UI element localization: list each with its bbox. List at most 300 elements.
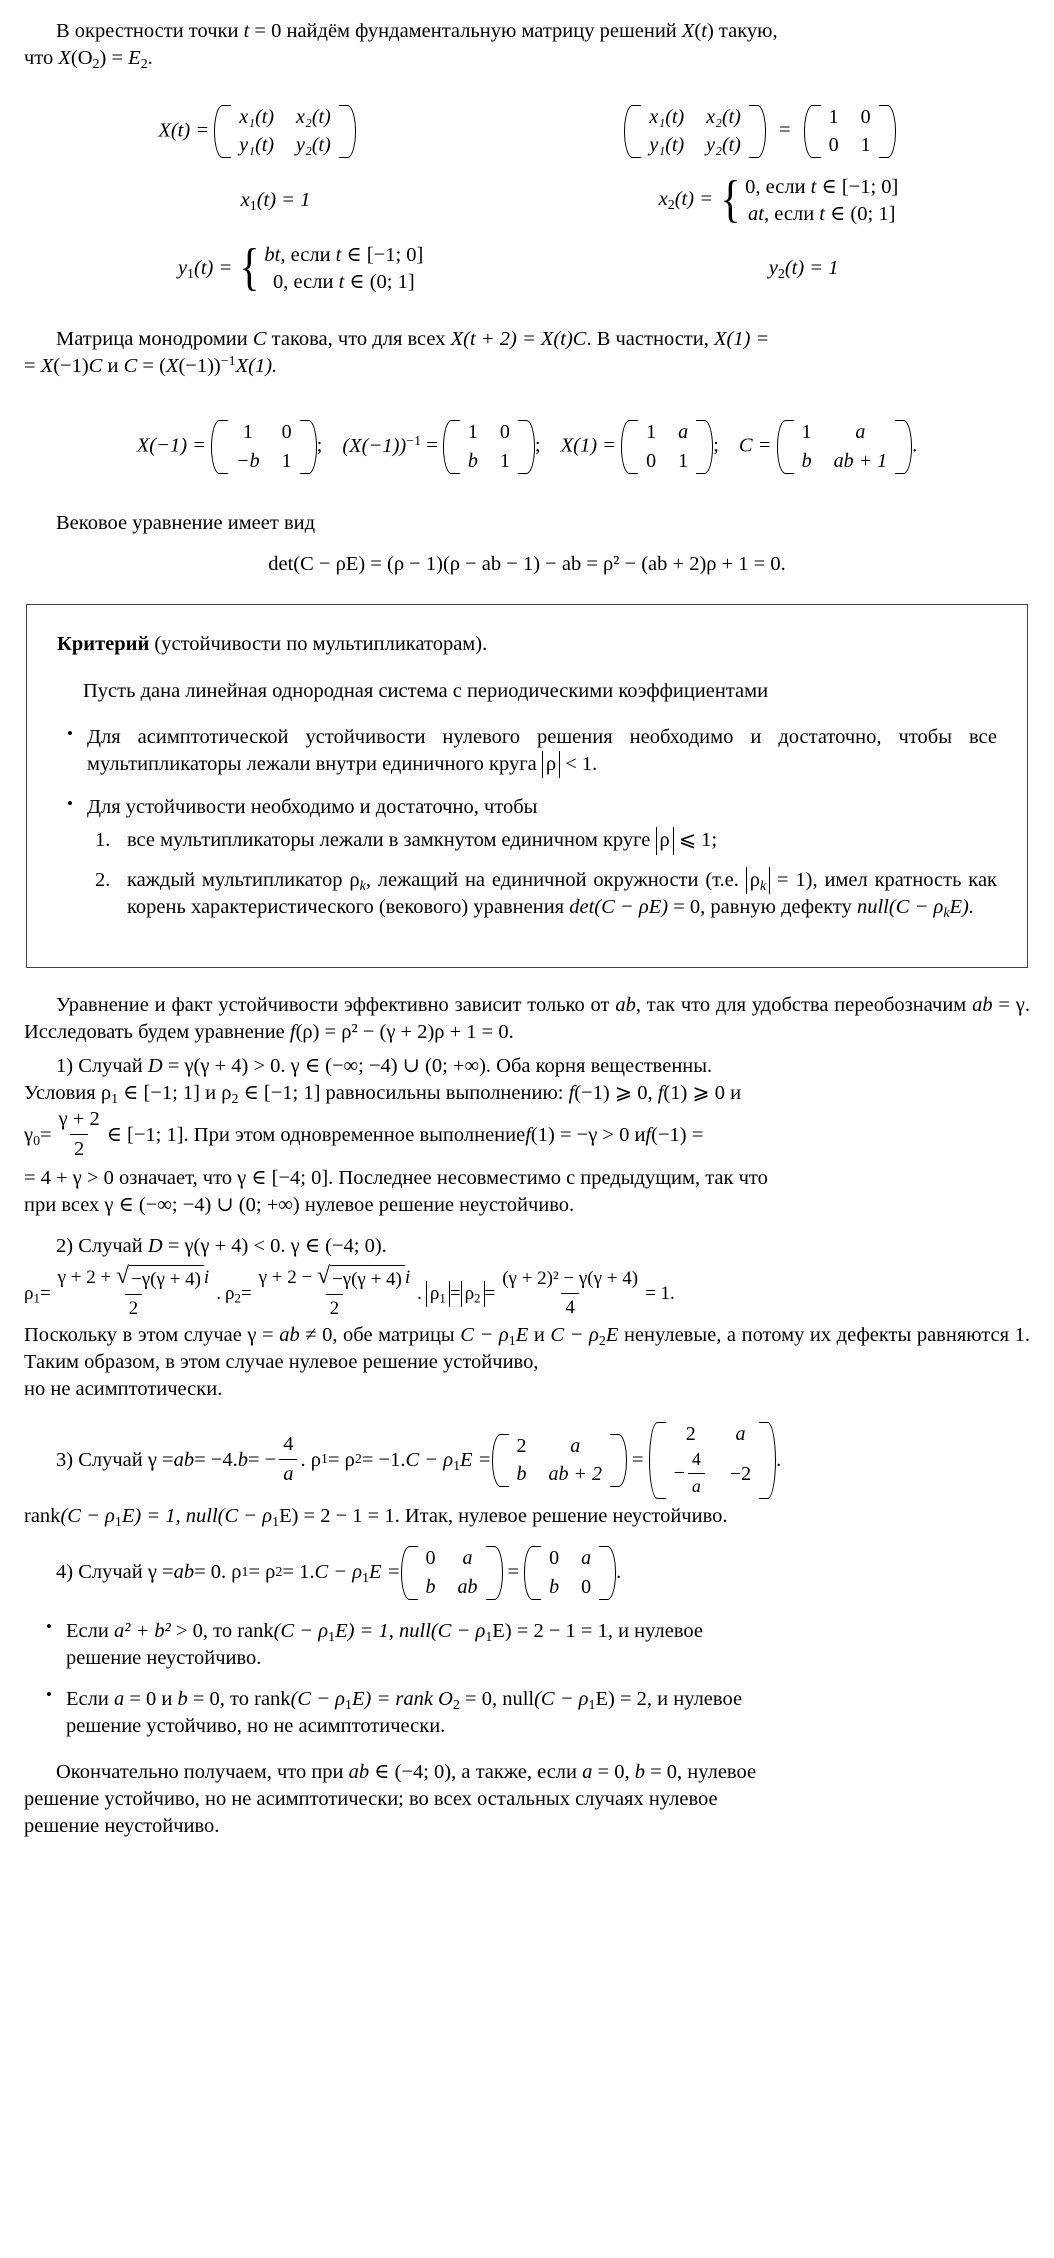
cell: 2 xyxy=(685,1422,696,1445)
sqrt-expression xyxy=(116,1265,204,1292)
case1-f2-tail: (1) ⩾ 0 и xyxy=(663,1081,742,1104)
monodromy-line2-a: = xyxy=(24,355,41,378)
case1-b-mid: ∈ [−1; 1] и ρ xyxy=(118,1081,232,1104)
monodromy-tail: X(1). xyxy=(235,355,278,378)
paren-left xyxy=(492,1432,503,1489)
rho-sub: 1 xyxy=(114,1514,122,1530)
intro-E-sub: 2 xyxy=(140,57,148,73)
case3-c-tail: = −1. xyxy=(361,1448,406,1471)
matrix-C-rho2-E xyxy=(550,1323,619,1349)
case2-p-a: Поскольку в этом случае γ = xyxy=(24,1323,280,1346)
b-fraction xyxy=(279,1431,297,1489)
matrix-identity xyxy=(804,103,896,160)
bullet2-text: Для устойчивости необходимо и достаточно, чтобы xyxy=(87,796,538,819)
bullet-b-mid: = 0, то rank xyxy=(187,1688,291,1710)
det-expression: det(C − ρE) xyxy=(569,895,669,918)
matrix-row xyxy=(228,103,341,132)
matrix-X-inverse xyxy=(443,418,535,475)
X-inverse-exponent: −1 xyxy=(406,433,422,449)
monodromy-text-a: Матрица монодромии xyxy=(56,327,253,350)
x2-sub: 2 xyxy=(667,198,675,214)
x2-case1-interval: ∈ [−1; 0] xyxy=(816,175,899,198)
x2-tail: (t) = xyxy=(674,188,714,211)
matrix-X-minus-1 xyxy=(211,418,317,475)
equals: = xyxy=(484,1283,496,1305)
monodromy-C: C xyxy=(252,327,267,350)
case-2-line-3: но не асимптотически. xyxy=(24,1378,223,1401)
rho-k xyxy=(349,868,366,894)
fraction-denominator: 2 xyxy=(125,1294,143,1321)
matrix-row xyxy=(663,1420,763,1449)
cell-y1: y₁(t) xyxy=(649,134,685,157)
bullet-b-line-2: решение устойчиво, но не асимптотически. xyxy=(66,1715,446,1738)
rank-word: rank xyxy=(24,1505,61,1528)
fraction-denominator: 4 xyxy=(561,1293,579,1320)
cell: ab xyxy=(457,1575,478,1598)
criterion-box xyxy=(26,604,1028,968)
paren-left xyxy=(624,103,635,160)
matrix-C-group xyxy=(739,418,917,475)
paren-right xyxy=(901,418,912,475)
paren-left xyxy=(777,418,788,475)
radicand-text: −γ(γ + 4) xyxy=(331,1269,402,1291)
case4-bullet-list xyxy=(24,1618,1030,1741)
f-symbol: f xyxy=(289,1021,296,1044)
fundamental-matrix-right xyxy=(624,103,895,160)
imaginary-unit: i xyxy=(203,1267,210,1289)
case-2-line-2 xyxy=(24,1322,1030,1377)
x2-cases xyxy=(718,171,899,229)
separator: ; xyxy=(713,434,719,457)
monodromy-eq3: = xyxy=(137,355,160,378)
case-4-line-1: 4) Случай γ = ab = 0. ρ 1 = ρ 2 = 1. $C - \rho_1E$ = 0 a b ab = 0 a b 0 . xyxy=(24,1544,1030,1601)
num2-text-a: каждый мультипликатор xyxy=(127,868,350,891)
conclusion-d: = 0, нулевое xyxy=(644,1760,757,1783)
paren-right xyxy=(306,418,317,475)
y-components-row xyxy=(24,239,1030,297)
analysis-intro-line xyxy=(24,992,1030,1047)
equals: = xyxy=(39,1283,51,1305)
matrix-X-1-group xyxy=(561,418,719,475)
conclusion-line-1 xyxy=(24,1759,1030,1786)
monodromy-text-b: такова, что для всех xyxy=(266,327,451,350)
intro-line1-a: В окрестности точки xyxy=(56,20,244,42)
O-sub: 2 xyxy=(452,1697,460,1713)
rho2-fraction xyxy=(255,1265,415,1321)
bullet-b-m1tt: = 0, null xyxy=(459,1688,535,1710)
cell: 1 xyxy=(467,421,478,444)
c-minus-rho: C − ρ xyxy=(314,1561,363,1584)
cell: a xyxy=(570,1434,581,1457)
rho-2 xyxy=(225,1281,241,1306)
cell: 0 xyxy=(425,1547,436,1570)
num2-text-b: , лежащий на единичной окружности (т.е. xyxy=(365,868,746,891)
paren-left xyxy=(804,103,815,160)
case1-head: 1) Случай xyxy=(56,1054,148,1077)
matrix-X-of-t xyxy=(214,103,355,160)
cell: 1 xyxy=(499,449,510,472)
matrix-row xyxy=(818,103,882,132)
case3-head: 3) Случай γ = xyxy=(56,1448,174,1471)
E-equals: E = xyxy=(460,1448,492,1471)
rho-sub: 1 xyxy=(362,1571,370,1587)
imaginary-unit: i xyxy=(404,1267,411,1289)
num-prefix: γ + 2 − xyxy=(258,1267,317,1289)
monodromy-C2: C xyxy=(88,355,103,378)
intro-line1-b: = 0 найдём фундаментальную матрицу решений xyxy=(249,20,682,42)
conclusion-block xyxy=(24,1759,1030,1841)
b-var: b xyxy=(237,1448,248,1471)
inner-fraction xyxy=(688,1448,705,1499)
matrix-row xyxy=(791,447,899,476)
case1-c-f1t: (1) = −γ > 0 и xyxy=(530,1124,646,1147)
rho-sub: 2 xyxy=(598,1333,606,1349)
matrix-row xyxy=(538,1544,602,1573)
matrix-row xyxy=(225,418,303,447)
criterion-bullet-list xyxy=(57,724,997,922)
case-1-line-1 xyxy=(24,1053,1030,1080)
case4-tail: = 1. xyxy=(282,1561,315,1584)
case-1-block xyxy=(24,1053,1030,1220)
cell: 1 xyxy=(281,449,292,472)
num1-text: все мультипликаторы лежали в замкнутом единичном круге xyxy=(127,829,656,852)
case-2-roots-line xyxy=(24,1263,1030,1322)
matrix-row xyxy=(506,1432,614,1461)
D-symbol: D xyxy=(147,1235,163,1258)
rho-subscript: k xyxy=(359,878,366,894)
null-arg: (C − ρ xyxy=(430,1619,486,1642)
monodromy-eq-2: X(1) = xyxy=(713,327,770,350)
case-1-line-2 xyxy=(24,1080,1030,1107)
x2-case2-var: t xyxy=(819,202,825,225)
cell: 1 xyxy=(646,421,657,444)
x2-definition xyxy=(527,171,1030,229)
c-minus-rho: C − ρ xyxy=(405,1448,454,1471)
paren-right xyxy=(616,1432,627,1489)
monodromy-inverse: $(X(-1))^{-1}$ xyxy=(159,353,236,378)
bullet-a-tail: E) = 2 − 1 = 1, и нулевое xyxy=(492,1619,703,1642)
ab-var-2: ab xyxy=(972,994,993,1017)
cell: a xyxy=(581,1547,592,1570)
intro-paren-open: ( xyxy=(694,20,702,42)
case2-head: 2) Случай xyxy=(56,1235,148,1258)
y2-definition xyxy=(577,255,1030,282)
bullet1-tail: < 1. xyxy=(560,752,598,775)
conclusion-a: Окончательно получаем, что при xyxy=(56,1760,349,1783)
paren-left xyxy=(524,1544,535,1601)
gamma-fraction xyxy=(55,1106,104,1164)
gamma-sub: 0 xyxy=(33,1134,41,1150)
sqrt-expression xyxy=(317,1265,405,1292)
ab-var: ab xyxy=(173,1561,195,1584)
cell: 1 xyxy=(242,421,253,444)
cell-fraction: − $\frac{4}{a}$ xyxy=(663,1448,719,1501)
criterion-bullet-asymptotic xyxy=(57,724,997,779)
conclusion-line-3: решение неустойчиво. xyxy=(24,1815,220,1837)
curly-brace-icon: { xyxy=(239,239,260,297)
monodromy-text-c: . В частности, xyxy=(586,327,714,350)
E-equals: E = xyxy=(369,1561,401,1584)
rank-tail: E) = rank O xyxy=(351,1688,453,1710)
x2-case2-interval: ∈ (0; 1] xyxy=(825,202,896,225)
rho-symbol: ρ xyxy=(224,1283,235,1305)
modulus-result: = 1. xyxy=(645,1283,675,1305)
y1-case-2 xyxy=(264,269,423,296)
matrix-row xyxy=(635,447,699,476)
abs-rho-k xyxy=(746,867,770,894)
rank-tail: E) = 1, null xyxy=(335,1619,431,1642)
period: . xyxy=(616,1561,622,1584)
y1-case1-var: t xyxy=(335,243,342,266)
C-label: C = xyxy=(738,434,772,457)
case4-matrix-label xyxy=(314,1559,400,1586)
fraction-denominator: a xyxy=(688,1473,705,1499)
cell: 0 xyxy=(281,421,292,444)
cell-x2: x₂(t) xyxy=(706,105,741,128)
criterion-num-item-1 xyxy=(87,827,997,854)
matrix-row xyxy=(638,131,751,160)
y1-letter: y xyxy=(177,256,188,279)
intro-paragraph xyxy=(24,18,1030,73)
rank-arg-a: (C − ρ xyxy=(60,1505,115,1528)
intro-line2-eq: ) = xyxy=(99,47,129,70)
conclusion-line-2: решение устойчиво, но не асимптотически; во всех остальных случаях нулевое xyxy=(24,1787,718,1810)
matrix-row xyxy=(457,418,521,447)
f-symbol-2: f xyxy=(657,1081,664,1104)
rank-arg: (C − ρ xyxy=(273,1619,329,1642)
fraction-numerator: γ + 2 xyxy=(58,1108,100,1131)
criterion-bullet-stability xyxy=(57,794,997,921)
y2-letter: y xyxy=(768,257,778,280)
cell: a xyxy=(678,421,689,444)
analysis-equation: (ρ) = ρ² − (γ + 2)ρ + 1 = 0. xyxy=(295,1021,514,1044)
cell: ab + 1 xyxy=(833,449,888,472)
equals: = xyxy=(240,1283,252,1305)
fraction-denominator: 2 xyxy=(326,1294,344,1321)
case3-matrix-label xyxy=(405,1447,491,1474)
null-arg: (C − ρ xyxy=(534,1688,589,1710)
rho-subscript: k xyxy=(759,878,767,894)
f-symbol: f xyxy=(645,1124,652,1147)
equals-sign: = xyxy=(507,1561,520,1584)
intro-E-letter: E xyxy=(128,47,141,70)
secular-equation: det(C − ρE) = (ρ − 1)(ρ − ab − 1) − ab = ρ² − (ab + 2)ρ + 1 = 0. xyxy=(268,552,786,575)
case4-a: = 0. ρ xyxy=(194,1561,242,1584)
paren-right xyxy=(605,1544,616,1601)
gamma-symbol: γ xyxy=(24,1124,34,1147)
intro-O-sub: 2 xyxy=(92,57,100,73)
fraction-numerator xyxy=(54,1265,214,1293)
null-arg-a: (C − ρ xyxy=(217,1505,273,1528)
paren-left xyxy=(211,418,222,475)
cell: 0 xyxy=(499,421,510,444)
x2-case-1 xyxy=(745,174,898,201)
rho-sub: 1 xyxy=(508,1333,516,1349)
cell: ab + 2 xyxy=(548,1463,603,1486)
monodromy-paragraph xyxy=(24,326,1030,381)
case3-matrix-1 xyxy=(492,1432,628,1489)
rank-arg: (C − ρ xyxy=(290,1688,345,1710)
x1-tail: (t) = 1 xyxy=(256,189,311,212)
y2-sub: 2 xyxy=(777,267,785,283)
cell-2-2: 1 xyxy=(860,134,871,157)
abs-rho xyxy=(542,751,560,778)
rho-sub: 1 xyxy=(485,1629,493,1645)
case1-f1-tail: (−1) ⩾ 0, xyxy=(574,1081,658,1104)
cell-x2: x₂(t) xyxy=(296,105,331,128)
criterion-num-item-2 xyxy=(87,867,997,922)
cell-y1: y₁(t) xyxy=(239,134,275,157)
cell: 0 xyxy=(646,449,657,472)
curly-brace-icon: { xyxy=(720,171,741,229)
conclusion-c: = 0, xyxy=(592,1760,635,1783)
matrix-row xyxy=(506,1460,614,1489)
matrix-X-1 xyxy=(621,418,713,475)
y1-case2-var: t xyxy=(338,270,345,293)
matrix-row xyxy=(228,131,341,160)
cell: −2 xyxy=(729,1463,752,1486)
matrix-C-rho1-E xyxy=(460,1323,529,1349)
bullet-a-pre: Если xyxy=(66,1619,114,1642)
ab-var: ab xyxy=(615,994,636,1017)
analysis-intro xyxy=(24,992,1030,1047)
matrix-row xyxy=(457,447,521,476)
D-symbol: D xyxy=(147,1054,163,1077)
case3-a: = −4. xyxy=(194,1448,238,1471)
rho-symbol: ρ xyxy=(659,829,670,852)
intro-O-letter: O xyxy=(77,47,93,70)
a-var: a xyxy=(582,1760,593,1783)
x2-case1-value: 0 xyxy=(745,175,756,198)
E-symbol: E xyxy=(605,1323,619,1346)
case2-p-c: ненулевые, а потому их дефекты равняются 1. Таким образом, в этом случае нулевое решение устойчиво, xyxy=(24,1323,1030,1374)
paren-right xyxy=(755,103,766,160)
abs-rho-2 xyxy=(461,1281,485,1306)
y1-case1-interval: ∈ [−1; 0] xyxy=(341,243,424,266)
num2-text-c: = 1), имел кратность как корень характеристического (векового) уравнения xyxy=(127,868,997,918)
rho-symbol: ρ xyxy=(349,868,360,891)
matrix-row xyxy=(415,1573,489,1602)
case3-c-mid: = ρ xyxy=(327,1448,355,1471)
cell: 0 xyxy=(549,1547,560,1570)
matrix-row xyxy=(791,418,899,447)
paren-left xyxy=(401,1544,412,1601)
c-minus-rho: C − ρ xyxy=(460,1323,509,1346)
cell-1-2: 0 xyxy=(860,105,871,128)
case4-matrix-1 xyxy=(401,1544,503,1601)
y1-cases xyxy=(237,239,424,297)
cell: 2 xyxy=(516,1434,527,1457)
equals-sign: = xyxy=(632,1448,644,1471)
matrix-X-inverse-group xyxy=(342,418,540,475)
rho-1 xyxy=(24,1281,40,1306)
num1-tail: ⩽ 1; xyxy=(673,829,718,852)
paren-right xyxy=(885,103,896,160)
gamma-zero xyxy=(24,1122,40,1149)
rho-sub: 2 xyxy=(234,1291,241,1307)
modulus-fraction xyxy=(498,1266,642,1320)
radicand xyxy=(129,1265,204,1292)
case3-beq: = − xyxy=(247,1448,277,1471)
ab-var: ab xyxy=(348,1760,370,1783)
rho-sub: 1 xyxy=(345,1697,352,1713)
a2-plus-b2: a² + b² xyxy=(113,1619,171,1642)
equals: = xyxy=(40,1124,52,1147)
case-2-block xyxy=(24,1233,1030,1404)
case3-conclusion: E) = 2 − 1 = 1. Итак, нулевое решение неустойчиво. xyxy=(279,1505,728,1528)
case4-mid: = ρ xyxy=(248,1561,276,1584)
bullet1-text: Для асимптотической устойчивости нулевого решения необходимо и достаточно, чтобы все мультипликаторы лежали внутри единичного круга xyxy=(87,725,997,775)
item-number: 1. xyxy=(95,829,111,852)
conclusion-b: ∈ (−4; 0), а также, если xyxy=(369,1760,583,1783)
cell-y2: y₂(t) xyxy=(706,134,741,157)
matrices-row xyxy=(24,418,1030,475)
x2-letter: x xyxy=(658,188,668,211)
x1-sub: 1 xyxy=(249,199,257,214)
bullet-a-mid: > 0, то rank xyxy=(170,1619,274,1642)
intro-line2-end: . xyxy=(147,47,153,70)
paren-left xyxy=(214,103,225,160)
fraction-denominator: 2 xyxy=(70,1134,88,1163)
case-1-line-5: при всех γ ∈ (−∞; −4) ∪ (0; +∞) нулевое решение неустойчиво. xyxy=(24,1193,575,1216)
paren-right xyxy=(765,1420,776,1501)
radical-icon: √ xyxy=(316,1263,330,1290)
case-3-line-2 xyxy=(24,1503,1030,1530)
matrix-row xyxy=(538,1573,602,1602)
intro-line2-a: что xyxy=(24,47,59,70)
separator: . xyxy=(912,434,918,457)
fraction-numerator: 4 xyxy=(691,1449,701,1470)
abs-rho-1 xyxy=(426,1281,450,1306)
c-minus-rho: C − ρ xyxy=(550,1323,599,1346)
case-2-line-1 xyxy=(24,1233,1030,1260)
x2-case2-value: at xyxy=(748,202,764,225)
y1-tail: (t) = xyxy=(194,256,233,279)
x2-case2-text: , если xyxy=(764,202,820,225)
paren-left xyxy=(621,418,632,475)
ab-var: ab xyxy=(279,1323,300,1346)
monodromy-X: X xyxy=(40,355,54,378)
null-tail: E). xyxy=(949,895,974,918)
y1-case1-value: bt xyxy=(264,243,281,266)
num-prefix: γ + 2 + xyxy=(57,1267,116,1289)
rho-sub: 1 xyxy=(328,1629,336,1645)
null-prefix: null(C − ρ xyxy=(856,895,944,918)
fundamental-matrix-row xyxy=(24,103,1030,160)
bullet-a-line-2: решение неустойчиво. xyxy=(66,1646,262,1669)
rho-symbol: ρ xyxy=(749,868,760,891)
radicand xyxy=(330,1265,405,1292)
x2-case1-var: t xyxy=(810,175,817,198)
rho-symbol: ρ xyxy=(545,752,557,775)
paren-right xyxy=(524,418,535,475)
matrix-C xyxy=(777,418,913,475)
rho-sub: 1 xyxy=(453,1458,461,1474)
b-var: b xyxy=(634,1760,645,1783)
fundamental-matrix-left xyxy=(158,103,355,160)
rho-sub: 1 xyxy=(33,1291,40,1307)
matrix-row xyxy=(818,131,882,160)
intro-var-t: t xyxy=(243,20,250,42)
monodromy-line-2 xyxy=(24,353,1030,380)
analysis-text-b: , так что для удобства переобозначим xyxy=(635,994,973,1017)
y1-case2-value: 0 xyxy=(273,270,284,293)
case1-b-pre: Условия ρ xyxy=(24,1081,112,1104)
case-4-block xyxy=(24,1544,1030,1740)
monodromy-eq-1: X(t + 2) = X(t)C xyxy=(450,327,587,350)
a-var: a xyxy=(113,1688,125,1710)
paren-right xyxy=(345,103,356,160)
